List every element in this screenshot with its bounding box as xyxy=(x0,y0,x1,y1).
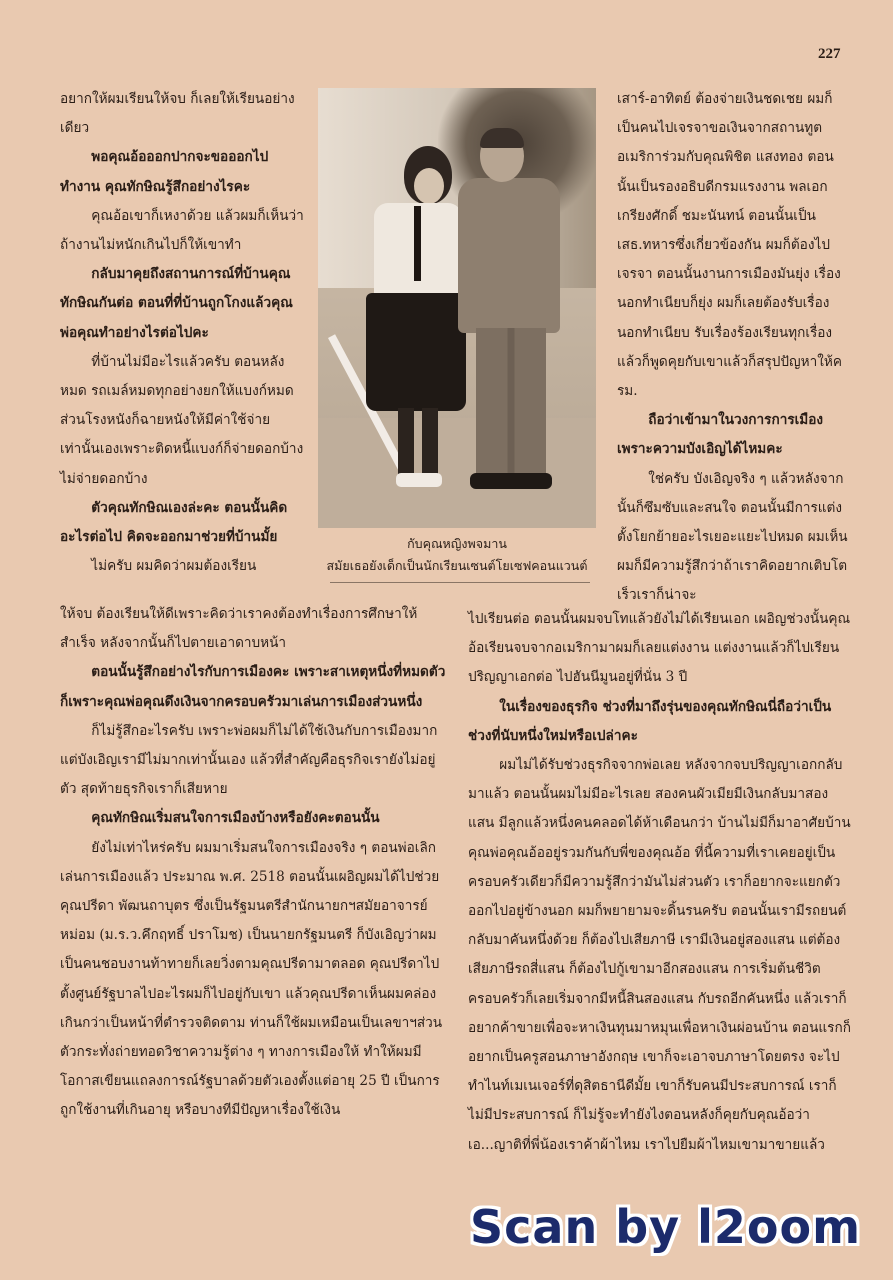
answer-paragraph: อยากให้ผมเรียนให้จบ ก็เลยให้เรียนอย่างเดียว xyxy=(60,91,295,137)
answer-paragraph: ไม่ครับ ผมคิดว่าผมต้องเรียน xyxy=(91,558,257,575)
photo-girl-face xyxy=(414,168,444,204)
photo-girl-and-officer xyxy=(318,88,596,528)
photo-girl-legs xyxy=(398,408,438,478)
bottom-left-column xyxy=(60,600,450,1126)
photo-officer-uniform xyxy=(458,178,560,333)
answer-continuation: ให้จบ ต้องเรียนให้ดีเพราะคิดว่าเราคงต้องทำเรื่องการศึกษาให้สำเร็จ หลังจากนั้นก็ไปตายเอาดาบหน้า xyxy=(60,606,418,652)
answer-paragraph: คุณอ้อเขาก็เหงาด้วย แล้วผมก็เห็นว่าถ้างานไม่หนักเกินไปก็ให้เขาทำ xyxy=(60,207,304,254)
question-paragraph: ในเรื่องของธุรกิจ ช่วงที่มาถึงรุ่นของคุณทักษิณนี่ถือว่าเป็นช่วงที่นับหนึ่งใหม่หรือเปล่าคะ xyxy=(468,698,832,744)
photo-officer-hair xyxy=(480,128,524,148)
question-paragraph: คุณทักษิณเริ่มสนใจการเมืองบ้างหรือยังคะตอนนั้น xyxy=(91,810,380,827)
photo-girl-tie xyxy=(414,206,421,281)
right-column xyxy=(617,85,849,611)
scan-watermark: Scan by l2oom xyxy=(470,1200,862,1254)
answer-paragraph: ยังไม่เท่าไหร่ครับ ผมมาเริ่มสนใจการเมืองจริง ๆ ตอนพ่อเลิกเล่นการเมืองแล้ว ประมาณ พ.ศ. 2518 ตอนนั้นเผอิญผมได้ไปช่วยคุณปรีดา พัฒนถาบุตร ซึ่งเป็นรัฐมนตรีสำนักนายกฯสมัยอาจารย์หม่อม (ม.ร.ว.คึกฤทธิ์ ปราโมช) เป็นนายกรัฐมนตรี ก็บังเอิญว่าผมเป็นคนชอบงานท้าทายก็เลยวิ่งตามคุณปรีดามาตลอด คุณปรีดาไปตั้งศูนย์รัฐบาลไปอะไรผมก็ไปอยู่กับเขา แล้วคุณปรีดาเห็นผมคล่องเกินกว่าเป็นหน้าที่ตำรวจติดตาม ท่านก็ใช้ผมเหมือนเป็นเลขาฯส่วนตัวกระทั่งถ่ายทอดวิชาความรู้ต่าง ๆ ทางการเมืองให้ ทำให้ผมมีโอกาสเขียนแถลงการณ์รัฐบาลด้วยตัวเองตั้งแต่อายุ 25 ปี เป็นการถูกใช้งานที่เกินอายุ หรือบางทีมีปัญหาเรื่องใช้เงิน xyxy=(60,839,443,1119)
answer-continuation: ไปเรียนต่อ ตอนนั้นผมจบโทแล้วยังไม่ได้เรียนเอก เผอิญช่วงนั้นคุณอ้อเรียนจบจากอเมริกามาผมก็เลยแต่งงาน แต่งงานแล้วก็ไปเรียนปริญญาเอกต่อ ไปฮันนีมูนอยู่ที่นั่น 3 ปี xyxy=(468,611,851,686)
photo-officer-legs xyxy=(476,328,546,478)
question-paragraph: กลับมาคุยถึงสถานการณ์ที่บ้านคุณทักษิณกันต่อ ตอนที่ที่บ้านถูกโกงแล้วคุณพ่อคุณทำอย่างไรต่อไปคะ xyxy=(60,266,293,341)
answer-paragraph: ก็ไม่รู้สึกอะไรครับ เพราะพ่อผมก็ไม่ได้ใช้เงินกับการเมืองมาก แต่บังเอิญเรามีไม่มากเท่านั้นเอง แล้วที่สำคัญคือธุรกิจเรายังไม่อยู่ตัว สุดท้ายธุรกิจเราก็เสียหาย xyxy=(60,722,438,798)
question-paragraph: ตัวคุณทักษิณเองล่ะคะ ตอนนั้นคิดอะไรต่อไป คิดจะออกมาช่วยที่บ้านมั้ย xyxy=(60,499,288,546)
caption-line: สมัยเธอยังเด็กเป็นนักเรียนเซนต์โยเซฟคอนแวนต์ xyxy=(326,558,588,573)
answer-paragraph: ผมไม่ได้รับช่วงธุรกิจจากพ่อเลย หลังจากจบปริญญาเอกกลับมาแล้ว ตอนนั้นผมไม่มีอะไรเลย สองคนผัวเมียมีเงินกลับมาสองแสน มีลูกแล้วหนึ่งคนคลอดได้ห้าเดือนกว่า บ้านไม่มีก็มาอาศัยบ้านคุณพ่อคุณอ้ออยู่รวมกันกับพี่ของคุณอ้อ ที่นี้ความที่เราเคยอยู่เป็นครอบครัวเดียวก็มีความรู้สึกว่ามันไม่ส่วนตัว เราก็อยากจะแยกตัวออกไปอยู่ข้างนอก ผมก็พยายามจะดิ้นรนครับ ตอนนั้นเรามีรถยนต์กลับมาคันหนึ่งด้วย ก็ต้องไปเสียภาษี เรามีเงินอยู่สองแสน แต่ต้องเสียภาษีรถสี่แสน ก็ต้องไปกู้เขามาอีกสองแสน การเริ่มต้นชีวิตครอบครัวก็เลยเริ่มจากมีหนี้สินสองแสน กับรถอีกคันหนึ่ง แล้วเราก็อยากค้าขายเพื่อจะหาเงินทุนมาหมุนเพื่อหาเงินผ่อนบ้าน ตอนแรกก็อยากเป็นครูสอนภาษาอังกฤษ เขาก็จะเอาจบภาษาโดยตรง จะไปทำไนท์เมเนเจอร์ที่ดุสิตธานีดีมั้ย เขาก็รับคนมีประสบการณ์ เราก็ไม่มีประสบการณ์ ก็ไม่รู้จะทำยังไงตอนหลังก็คุยกับคุณอ้อว่า เอ...ญาติที่พี่น้องเราค้าผ้าไหม เราไปยืมผ้าไหมเขามาขายแล้ว xyxy=(468,757,851,1153)
photo-ground xyxy=(318,418,596,528)
question-paragraph: ตอนนั้นรู้สึกอย่างไรกับการเมืองคะ เพราะสาเหตุหนึ่งที่หมดตัวก็เพราะคุณพ่อคุณดึงเงินจากครอบครัวมาเล่นการเมืองส่วนหนึ่ง xyxy=(60,664,446,710)
bottom-right-column xyxy=(468,605,852,1160)
question-paragraph: ถือว่าเข้ามาในวงการการเมืองเพราะความบังเอิญได้ไหมคะ xyxy=(617,412,824,458)
answer-paragraph: เสาร์-อาทิตย์ ต้องจ่ายเงินชดเชย ผมก็เป็นคนไปเจรจาขอเงินจากสถานทูตอเมริการ่วมกับคุณพิชิต แสงทอง ตอนนั้นเป็นรองอธิบดีกรมแรงงาน พลเอกเกรียงศักดิ์ ชมะนันทน์ ตอนนั้นเป็นเสธ.ทหารซึ่งเกี่ยวข้องกัน ผมก็ต้องไปเจรจา ตอนนั้นงานการเมืองมันยุ่ง เรื่องนอกทำเนียบก็ยุ่ง ผมก็เลยต้องรับเรื่องนอกทำเนียบ รับเรื่องร้องเรียนทุกเรื่อง แล้วก็พูดคุยกับเขาแล้วก็สรุปปัญหาให้ครม. xyxy=(617,91,842,400)
caption-line: กับคุณหญิงพจมาน xyxy=(407,536,507,551)
photo-girl-shoes xyxy=(396,473,442,487)
left-column xyxy=(60,85,305,581)
caption-divider xyxy=(330,582,590,583)
question-paragraph: พอคุณอ้อออกปากจะขอออกไปทำงาน คุณทักษิณรู้สึกอย่างไรคะ xyxy=(60,149,269,195)
photo-officer-shoes xyxy=(470,473,552,489)
photo-caption xyxy=(318,533,596,577)
answer-paragraph: ใช่ครับ บังเอิญจริง ๆ แล้วหลังจากนั้นก็ซึมซับและสนใจ ตอนนั้นมีการแต่งตั้งโยกย้ายอะไรเยอะแยะไปหมด ผมเห็นผมก็มีความรู้สึกว่าถ้าเราคิดอยากเติบโตเร็วเราก็น่าจะ xyxy=(617,470,848,604)
page-number: 227 xyxy=(818,46,841,62)
answer-paragraph: ที่บ้านไม่มีอะไรแล้วครับ ตอนหลังหมด รถเมล์หมดทุกอย่างยกให้แบงก์หมด ส่วนโรงหนังก็ฉายหนังให้มีค่าใช้จ่ายเท่านั้นเองเพราะติดหนี้แบงก์ก็จ่ายดอกบ้างไม่จ่ายดอกบ้าง xyxy=(60,353,304,487)
photo-girl-skirt xyxy=(366,293,466,411)
